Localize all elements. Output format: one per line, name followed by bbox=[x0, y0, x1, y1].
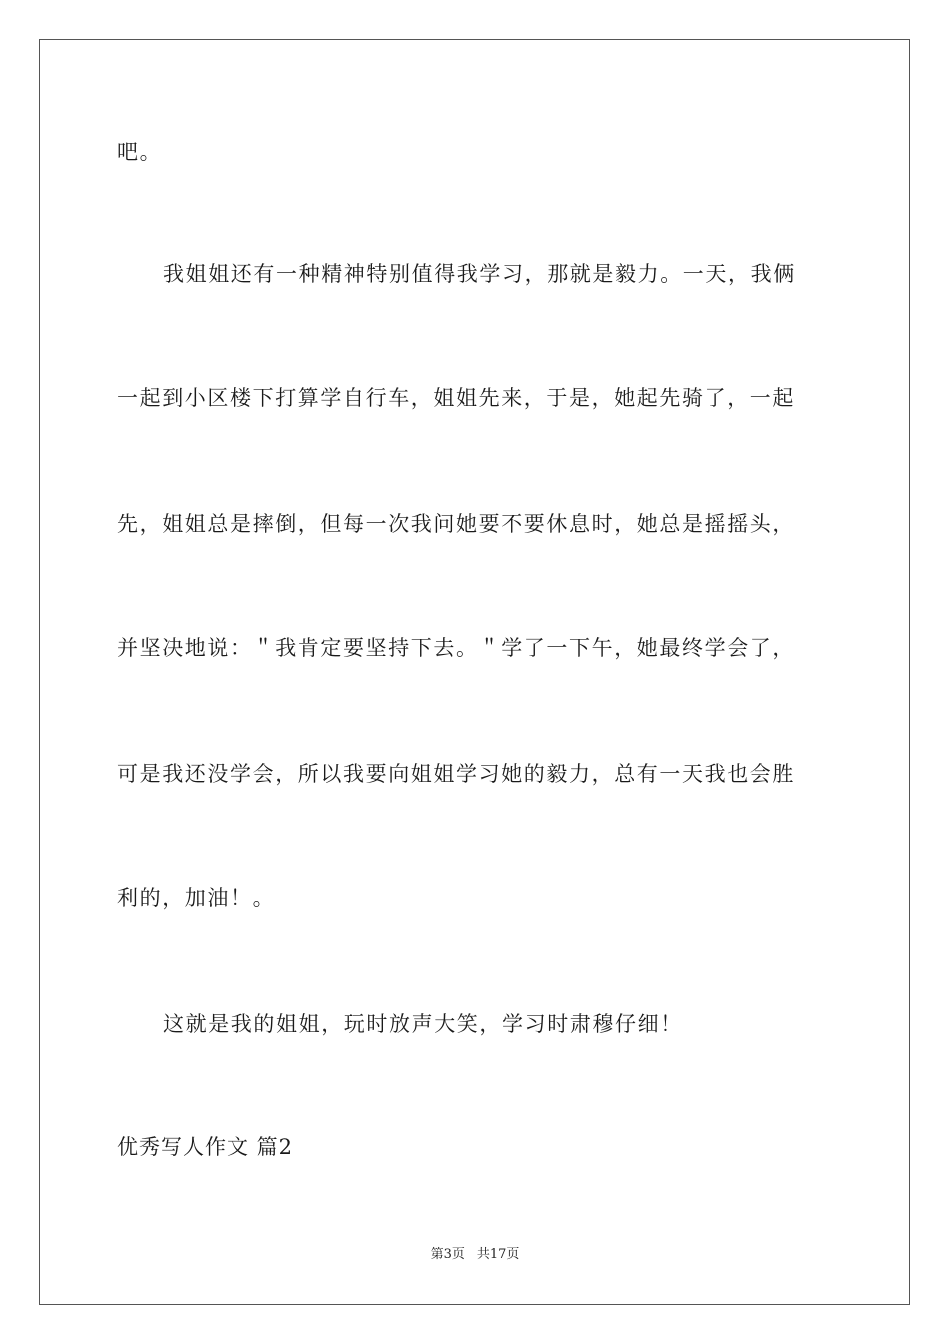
page-number: 第3页 bbox=[430, 1247, 465, 1262]
paragraph-2-line-5: 可是我还没学会，所以我要向姐姐学习她的毅力，总有一天我也会胜 bbox=[117, 762, 795, 786]
paragraph-3-line-1: 这就是我的姐姐，玩时放声大笑，学习时肃穆仔细！ bbox=[163, 1012, 683, 1036]
paragraph-2-line-6: 利的，加油！。 bbox=[117, 886, 276, 910]
text-line-1: 吧。 bbox=[117, 140, 163, 164]
page-border bbox=[39, 39, 910, 1305]
paragraph-2-line-4: 并坚决地说：＂我肯定要坚持下去。＂学了一下午，她最终学会了， bbox=[117, 636, 795, 660]
page-total: 共17页 bbox=[476, 1247, 520, 1262]
section-heading: 优秀写人作文 篇2 bbox=[117, 1135, 294, 1159]
paragraph-2-line-2: 一起到小区楼下打算学自行车，姐姐先来，于是，她起先骑了，一起 bbox=[117, 386, 795, 410]
paragraph-2-line-1: 我姐姐还有一种精神特别值得我学习，那就是毅力。一天，我俩 bbox=[163, 262, 796, 286]
page-footer bbox=[0, 1245, 950, 1265]
paragraph-2-line-3: 先，姐姐总是摔倒，但每一次我问她要不要休息时，她总是摇摇头， bbox=[117, 512, 795, 536]
